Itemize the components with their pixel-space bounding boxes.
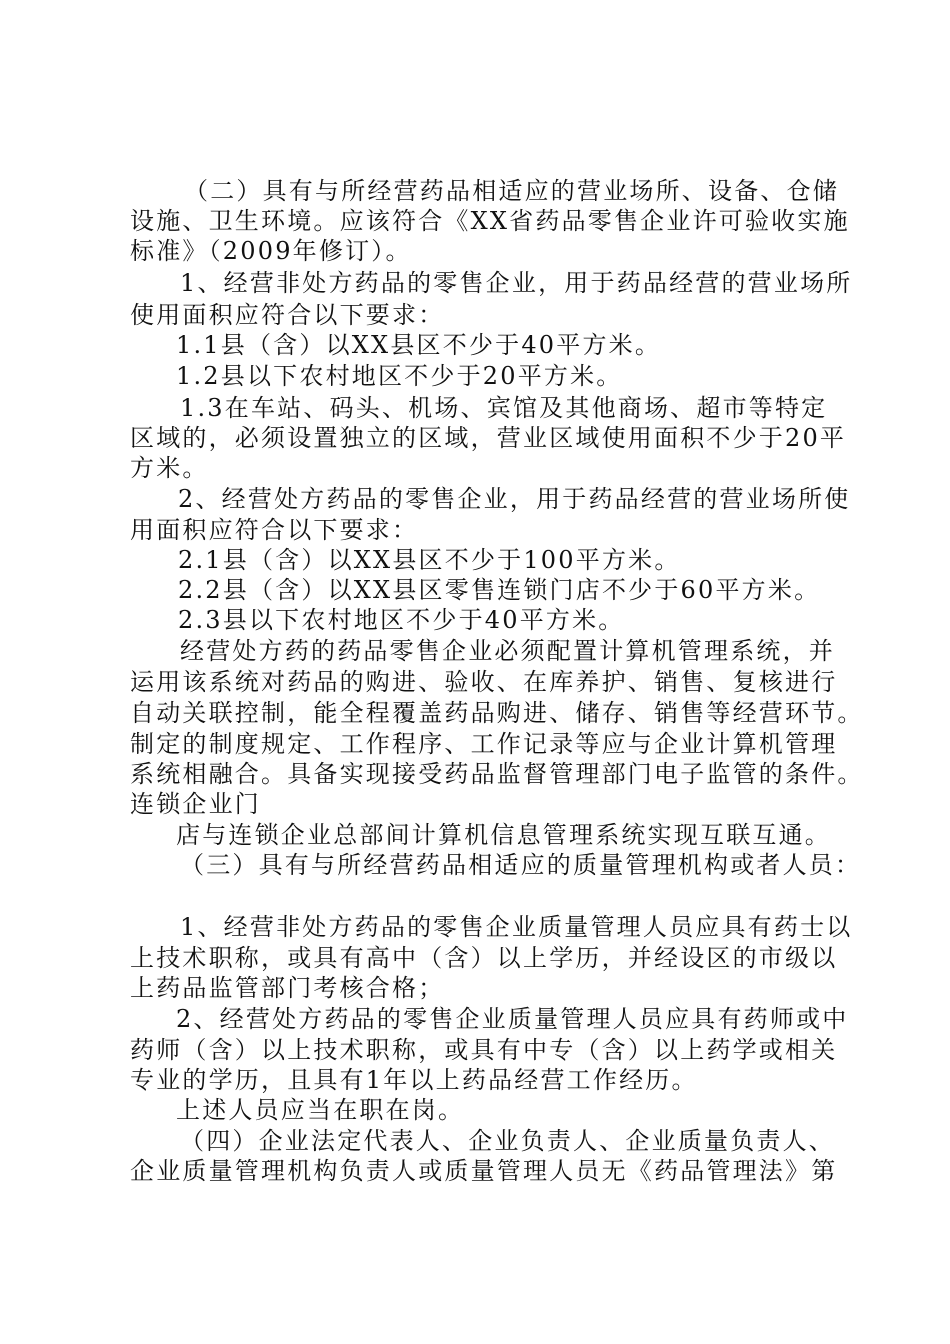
text-line: 店与连锁企业总部间计算机信息管理系统实现互联互通。 bbox=[176, 821, 831, 849]
text-line: 连锁企业门 bbox=[130, 790, 261, 818]
text-line: 1、经营非处方药品的零售企业，用于药品经营的营业场所 bbox=[180, 269, 853, 297]
text-line: 2、经营处方药品的零售企业质量管理人员应具有药师或中 bbox=[176, 1005, 849, 1033]
text-line: 2.3县以下农村地区不少于40平方米。 bbox=[178, 606, 625, 634]
text-line: 用面积应符合以下要求： bbox=[130, 516, 419, 544]
text-line: 系统相融合。具备实现接受药品监督管理部门电子监管的条件。 bbox=[130, 760, 864, 788]
text-line: 2、经营处方药品的零售企业，用于药品经营的营业场所使 bbox=[178, 485, 851, 513]
text-line: 标准》（2009年修订）。 bbox=[130, 237, 412, 265]
text-line: 2.1县（含）以XX县区不少于100平方米。 bbox=[178, 546, 681, 574]
text-line: 方米。 bbox=[130, 454, 209, 482]
text-line: 1、经营非处方药品的零售企业质量管理人员应具有药士以 bbox=[180, 913, 853, 941]
text-line: 运用该系统对药品的购进、验收、在库养护、销售、复核进行 bbox=[130, 668, 838, 696]
text-line: 上述人员应当在职在岗。 bbox=[176, 1096, 465, 1124]
text-line: 设施、卫生环境。应该符合《XX省药品零售企业许可验收实施 bbox=[130, 207, 850, 235]
text-line: 上技术职称，或具有高中（含）以上学历，并经设区的市级以 bbox=[130, 944, 838, 972]
text-line: 1.1县（含）以XX县区不少于40平方米。 bbox=[176, 331, 662, 359]
text-line: 企业质量管理机构负责人或质量管理人员无《药品管理法》第 bbox=[130, 1157, 838, 1185]
text-line: （三）具有与所经营药品相适应的质量管理机构或者人员： bbox=[180, 851, 862, 879]
text-line: 专业的学历，且具有1年以上药品经营工作经历。 bbox=[130, 1066, 698, 1094]
text-line: 药师（含）以上技术职称，或具有中专（含）以上药学或相关 bbox=[130, 1036, 838, 1064]
text-line: 经营处方药的药品零售企业必须配置计算机管理系统，并 bbox=[180, 637, 835, 665]
text-line: 制定的制度规定、工作程序、工作记录等应与企业计算机管理 bbox=[130, 730, 838, 758]
text-line: 使用面积应符合以下要求： bbox=[130, 301, 445, 329]
text-line: 上药品监管部门考核合格； bbox=[130, 974, 445, 1002]
text-line: 2.2县（含）以XX县区零售连锁门店不少于60平方米。 bbox=[178, 576, 821, 604]
text-line: 自动关联控制，能全程覆盖药品购进、储存、销售等经营环节。 bbox=[130, 699, 864, 727]
text-line: （四）企业法定代表人、企业负责人、企业质量负责人、 bbox=[180, 1127, 835, 1155]
text-line: 1.2县以下农村地区不少于20平方米。 bbox=[176, 362, 623, 390]
text-line: （二）具有与所经营药品相适应的营业场所、设备、仓储 bbox=[184, 177, 839, 205]
text-line: 区域的，必须设置独立的区域，营业区域使用面积不少于20平 bbox=[130, 424, 847, 452]
text-line: 1.3在车站、码头、机场、宾馆及其他商场、超市等特定 bbox=[180, 394, 828, 422]
